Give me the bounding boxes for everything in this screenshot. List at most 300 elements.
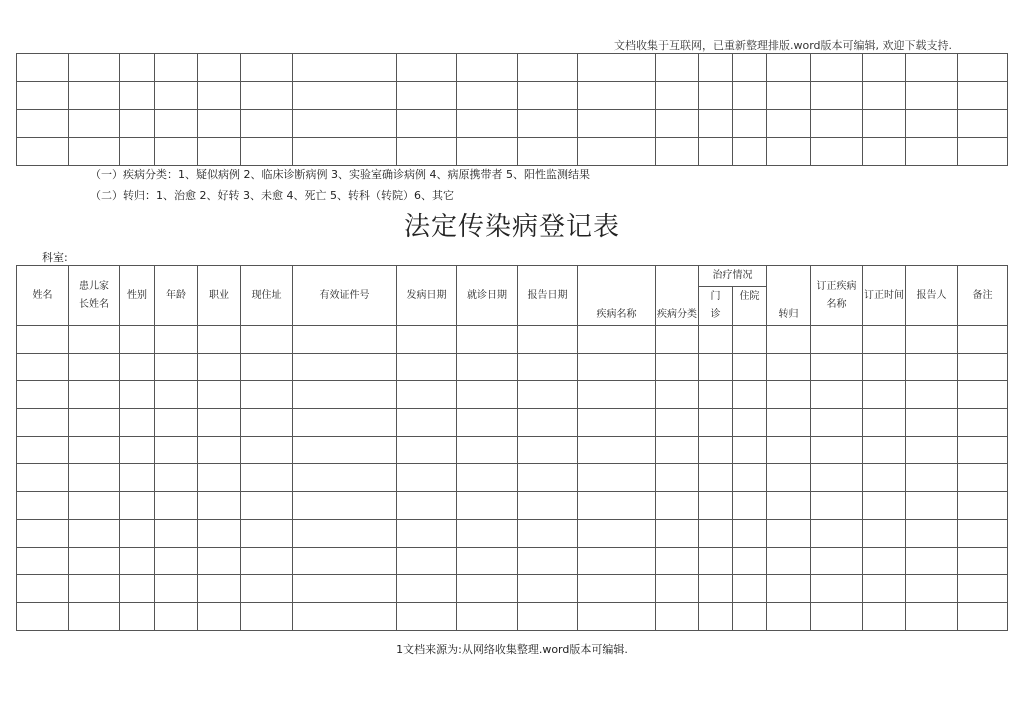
table-cell	[120, 353, 155, 381]
table-row	[17, 326, 1008, 354]
table-cell	[397, 575, 457, 603]
table-cell	[69, 436, 120, 464]
table-cell	[17, 436, 69, 464]
table-cell	[241, 326, 293, 354]
table-cell	[155, 82, 198, 110]
table-cell	[120, 547, 155, 575]
table-cell	[518, 409, 578, 437]
table-cell	[906, 54, 958, 82]
table-cell	[767, 409, 811, 437]
table-cell	[120, 436, 155, 464]
table-cell	[863, 54, 906, 82]
table-cell	[578, 138, 656, 166]
table-cell	[293, 326, 397, 354]
table-cell	[293, 110, 397, 138]
col-header-address: 现住址	[241, 266, 293, 326]
table-cell	[293, 602, 397, 630]
table-cell	[958, 82, 1008, 110]
table-cell	[293, 519, 397, 547]
page-title: 法定传染病登记表	[403, 212, 620, 242]
table-cell	[293, 353, 397, 381]
table-row	[17, 409, 1008, 437]
table-cell	[863, 602, 906, 630]
table-cell	[198, 436, 241, 464]
table-cell	[198, 409, 241, 437]
table-cell	[578, 436, 656, 464]
table-cell	[17, 110, 69, 138]
table-cell	[518, 547, 578, 575]
table-cell	[958, 381, 1008, 409]
table-cell	[241, 575, 293, 603]
table-cell	[120, 575, 155, 603]
table-row	[17, 436, 1008, 464]
table-cell	[656, 464, 699, 492]
table-cell	[733, 575, 767, 603]
table-cell	[906, 381, 958, 409]
table-cell	[241, 436, 293, 464]
table-cell	[811, 519, 863, 547]
table-cell	[906, 326, 958, 354]
table-cell	[863, 110, 906, 138]
outcome-legend: （二）转归：1、治愈 2、好转 3、未愈 4、死亡 5、转科（转院）6、其它	[90, 189, 454, 202]
table-cell	[656, 326, 699, 354]
table-cell	[733, 409, 767, 437]
table-cell	[906, 138, 958, 166]
table-cell	[397, 110, 457, 138]
table-cell	[699, 409, 733, 437]
table-cell	[457, 54, 518, 82]
table-cell	[656, 575, 699, 603]
table-cell	[811, 492, 863, 520]
table-cell	[863, 326, 906, 354]
footer-note: 1文档来源为:从网络收集整理.word版本可编辑.	[396, 643, 628, 656]
table-row	[17, 110, 1008, 138]
table-cell	[767, 575, 811, 603]
table-cell	[457, 82, 518, 110]
table-cell	[578, 326, 656, 354]
table-cell	[457, 492, 518, 520]
table-cell	[518, 54, 578, 82]
table-cell	[120, 409, 155, 437]
table-cell	[397, 409, 457, 437]
table-cell	[69, 326, 120, 354]
table-cell	[397, 464, 457, 492]
table-cell	[155, 464, 198, 492]
col-header-outpatient	[699, 287, 733, 326]
continued-table	[16, 53, 1008, 166]
table-cell	[863, 353, 906, 381]
table-cell	[155, 138, 198, 166]
table-cell	[906, 519, 958, 547]
col-header-age: 年龄	[155, 266, 198, 326]
table-cell	[811, 436, 863, 464]
table-cell	[906, 464, 958, 492]
table-cell	[863, 82, 906, 110]
table-cell	[656, 547, 699, 575]
table-cell	[293, 138, 397, 166]
table-cell	[578, 110, 656, 138]
table-cell	[457, 464, 518, 492]
table-cell	[958, 436, 1008, 464]
table-cell	[578, 82, 656, 110]
table-cell	[69, 54, 120, 82]
table-cell	[518, 602, 578, 630]
col-header-id-number: 有效证件号	[293, 266, 397, 326]
table-cell	[767, 492, 811, 520]
table-cell	[17, 409, 69, 437]
table-cell	[958, 110, 1008, 138]
col-header-outpatient-line1: 门	[710, 291, 721, 302]
col-header-occupation: 职业	[198, 266, 241, 326]
table-cell	[733, 326, 767, 354]
table-row	[17, 464, 1008, 492]
table-cell	[958, 464, 1008, 492]
table-cell	[767, 381, 811, 409]
table-cell	[767, 138, 811, 166]
table-cell	[958, 547, 1008, 575]
table-cell	[69, 353, 120, 381]
table-cell	[767, 82, 811, 110]
table-cell	[241, 409, 293, 437]
col-header-visit-date: 就诊日期	[457, 266, 518, 326]
table-cell	[906, 353, 958, 381]
table-cell	[958, 326, 1008, 354]
table-cell	[293, 547, 397, 575]
table-cell	[17, 575, 69, 603]
table-cell	[733, 492, 767, 520]
table-cell	[69, 575, 120, 603]
table-cell	[958, 575, 1008, 603]
table-cell	[397, 519, 457, 547]
table-row	[17, 138, 1008, 166]
col-header-revised-time: 订正时间	[863, 266, 906, 326]
table-cell	[958, 492, 1008, 520]
table-cell	[656, 353, 699, 381]
table-cell	[241, 353, 293, 381]
table-cell	[397, 492, 457, 520]
col-header-name: 姓名	[17, 266, 69, 326]
table-cell	[518, 381, 578, 409]
table-cell	[397, 54, 457, 82]
table-row	[17, 353, 1008, 381]
table-cell	[811, 110, 863, 138]
table-cell	[906, 82, 958, 110]
table-cell	[699, 464, 733, 492]
table-cell	[958, 409, 1008, 437]
table-cell	[241, 464, 293, 492]
table-cell	[906, 409, 958, 437]
table-cell	[578, 381, 656, 409]
table-cell	[241, 82, 293, 110]
table-cell	[811, 381, 863, 409]
col-header-remarks: 备注	[958, 266, 1008, 326]
table-cell	[120, 519, 155, 547]
table-cell	[198, 492, 241, 520]
table-row	[17, 519, 1008, 547]
table-cell	[397, 436, 457, 464]
table-row	[17, 381, 1008, 409]
table-cell	[457, 381, 518, 409]
department-label: 科室:	[42, 251, 68, 264]
table-cell	[120, 82, 155, 110]
table-cell	[241, 138, 293, 166]
table-cell	[518, 575, 578, 603]
table-cell	[578, 353, 656, 381]
table-cell	[293, 492, 397, 520]
table-cell	[17, 138, 69, 166]
table-cell	[863, 464, 906, 492]
table-cell	[17, 82, 69, 110]
table-cell	[958, 138, 1008, 166]
table-row	[17, 575, 1008, 603]
table-cell	[457, 436, 518, 464]
table-cell	[155, 326, 198, 354]
table-cell	[155, 436, 198, 464]
table-cell	[578, 575, 656, 603]
table-cell	[198, 82, 241, 110]
table-cell	[198, 519, 241, 547]
table-cell	[17, 602, 69, 630]
table-cell	[733, 381, 767, 409]
table-cell	[69, 138, 120, 166]
table-cell	[811, 54, 863, 82]
table-row	[17, 602, 1008, 630]
table-cell	[656, 54, 699, 82]
table-cell	[906, 602, 958, 630]
table-cell	[17, 464, 69, 492]
table-cell	[155, 547, 198, 575]
table-cell	[198, 464, 241, 492]
table-cell	[811, 575, 863, 603]
table-cell	[863, 381, 906, 409]
table-cell	[578, 602, 656, 630]
col-header-disease-name: 疾病名称	[578, 266, 656, 326]
table-cell	[69, 381, 120, 409]
table-cell	[155, 353, 198, 381]
table-cell	[17, 326, 69, 354]
table-cell	[656, 381, 699, 409]
table-cell	[699, 326, 733, 354]
table-cell	[733, 436, 767, 464]
table-cell	[198, 381, 241, 409]
table-cell	[863, 575, 906, 603]
table-cell	[198, 54, 241, 82]
table-cell	[17, 492, 69, 520]
table-cell	[457, 519, 518, 547]
table-cell	[767, 464, 811, 492]
table-cell	[241, 519, 293, 547]
table-cell	[811, 409, 863, 437]
table-cell	[457, 138, 518, 166]
table-cell	[906, 492, 958, 520]
table-cell	[811, 464, 863, 492]
table-cell	[457, 602, 518, 630]
table-cell	[578, 547, 656, 575]
table-cell	[578, 492, 656, 520]
table-cell	[863, 519, 906, 547]
table-cell	[120, 54, 155, 82]
table-cell	[699, 54, 733, 82]
table-cell	[198, 575, 241, 603]
header-note: 文档收集于互联网，已重新整理排版.word版本可编辑, 欢迎下载支持.	[613, 39, 952, 52]
table-cell	[518, 492, 578, 520]
table-cell	[120, 492, 155, 520]
col-header-guardian	[69, 266, 120, 326]
table-cell	[518, 82, 578, 110]
table-cell	[699, 381, 733, 409]
table-cell	[241, 54, 293, 82]
col-header-revised-disease-line2: 名称	[826, 298, 847, 310]
table-cell	[656, 519, 699, 547]
table-cell	[293, 409, 397, 437]
table-cell	[811, 82, 863, 110]
table-cell	[457, 409, 518, 437]
table-cell	[17, 353, 69, 381]
table-cell	[733, 547, 767, 575]
table-cell	[397, 602, 457, 630]
table-cell	[767, 326, 811, 354]
col-header-report-date: 报告日期	[518, 266, 578, 326]
col-header-revised-disease-line1: 订正疾病	[816, 280, 857, 292]
col-header-onset-date: 发病日期	[397, 266, 457, 326]
table-cell	[155, 409, 198, 437]
table-row	[17, 82, 1008, 110]
table-row	[17, 492, 1008, 520]
table-cell	[863, 492, 906, 520]
table-cell	[699, 602, 733, 630]
table-cell	[733, 138, 767, 166]
table-cell	[69, 547, 120, 575]
table-cell	[397, 82, 457, 110]
table-cell	[699, 547, 733, 575]
table-cell	[699, 492, 733, 520]
table-cell	[811, 138, 863, 166]
table-cell	[293, 82, 397, 110]
table-cell	[578, 409, 656, 437]
col-header-outcome: 转归	[767, 266, 811, 326]
table-cell	[198, 110, 241, 138]
table-cell	[811, 547, 863, 575]
table-cell	[397, 138, 457, 166]
table-cell	[293, 575, 397, 603]
table-cell	[17, 54, 69, 82]
table-cell	[767, 110, 811, 138]
table-cell	[656, 409, 699, 437]
table-cell	[198, 138, 241, 166]
table-cell	[656, 138, 699, 166]
table-cell	[699, 82, 733, 110]
col-header-sex: 性别	[120, 266, 155, 326]
table-cell	[733, 110, 767, 138]
table-cell	[733, 519, 767, 547]
table-cell	[767, 353, 811, 381]
registration-table	[16, 265, 1008, 631]
table-cell	[120, 326, 155, 354]
table-cell	[656, 602, 699, 630]
table-cell	[120, 381, 155, 409]
table-cell	[69, 492, 120, 520]
table-cell	[457, 326, 518, 354]
table-cell	[863, 547, 906, 575]
table-cell	[293, 436, 397, 464]
table-cell	[397, 547, 457, 575]
table-cell	[241, 110, 293, 138]
table-cell	[198, 353, 241, 381]
table-cell	[767, 519, 811, 547]
table-cell	[241, 381, 293, 409]
col-header-revised-disease	[811, 266, 863, 326]
table-cell	[518, 110, 578, 138]
table-cell	[733, 353, 767, 381]
table-cell	[17, 381, 69, 409]
table-cell	[198, 602, 241, 630]
table-cell	[767, 547, 811, 575]
disease-class-legend: （一）疾病分类：1、疑似病例 2、临床诊断病例 3、实验室确诊病例 4、病原携带者 5、阳性监测结果	[90, 168, 590, 181]
table-cell	[457, 110, 518, 138]
table-cell	[155, 492, 198, 520]
table-cell	[69, 602, 120, 630]
table-cell	[906, 436, 958, 464]
table-cell	[699, 575, 733, 603]
table-cell	[17, 519, 69, 547]
col-header-outpatient-line2: 诊	[710, 309, 721, 320]
table-cell	[397, 326, 457, 354]
table-cell	[811, 353, 863, 381]
table-cell	[69, 464, 120, 492]
table-cell	[120, 138, 155, 166]
table-cell	[518, 326, 578, 354]
table-cell	[767, 436, 811, 464]
table-cell	[518, 436, 578, 464]
table-cell	[958, 519, 1008, 547]
table-cell	[155, 110, 198, 138]
table-cell	[293, 381, 397, 409]
table-cell	[518, 519, 578, 547]
table-cell	[457, 353, 518, 381]
table-row	[17, 54, 1008, 82]
table-cell	[656, 82, 699, 110]
col-header-treatment: 治疗情况	[699, 266, 767, 287]
table-cell	[120, 602, 155, 630]
table-cell	[17, 547, 69, 575]
table-cell	[155, 575, 198, 603]
table-cell	[518, 353, 578, 381]
table-cell	[457, 547, 518, 575]
table-cell	[699, 353, 733, 381]
table-cell	[155, 602, 198, 630]
table-cell	[241, 602, 293, 630]
col-header-guardian-line2: 长姓名	[79, 298, 109, 310]
col-header-reporter: 报告人	[906, 266, 958, 326]
table-cell	[69, 409, 120, 437]
table-cell	[906, 547, 958, 575]
table-cell	[457, 575, 518, 603]
table-cell	[293, 464, 397, 492]
table-cell	[863, 436, 906, 464]
table-cell	[397, 381, 457, 409]
table-cell	[656, 110, 699, 138]
table-cell	[699, 110, 733, 138]
col-header-disease-class: 疾病分类	[656, 266, 699, 326]
table-cell	[906, 575, 958, 603]
table-cell	[699, 436, 733, 464]
table-cell	[863, 138, 906, 166]
table-cell	[578, 519, 656, 547]
col-header-inpatient: 住院	[733, 287, 767, 326]
table-cell	[733, 54, 767, 82]
table-cell	[699, 519, 733, 547]
table-cell	[906, 110, 958, 138]
